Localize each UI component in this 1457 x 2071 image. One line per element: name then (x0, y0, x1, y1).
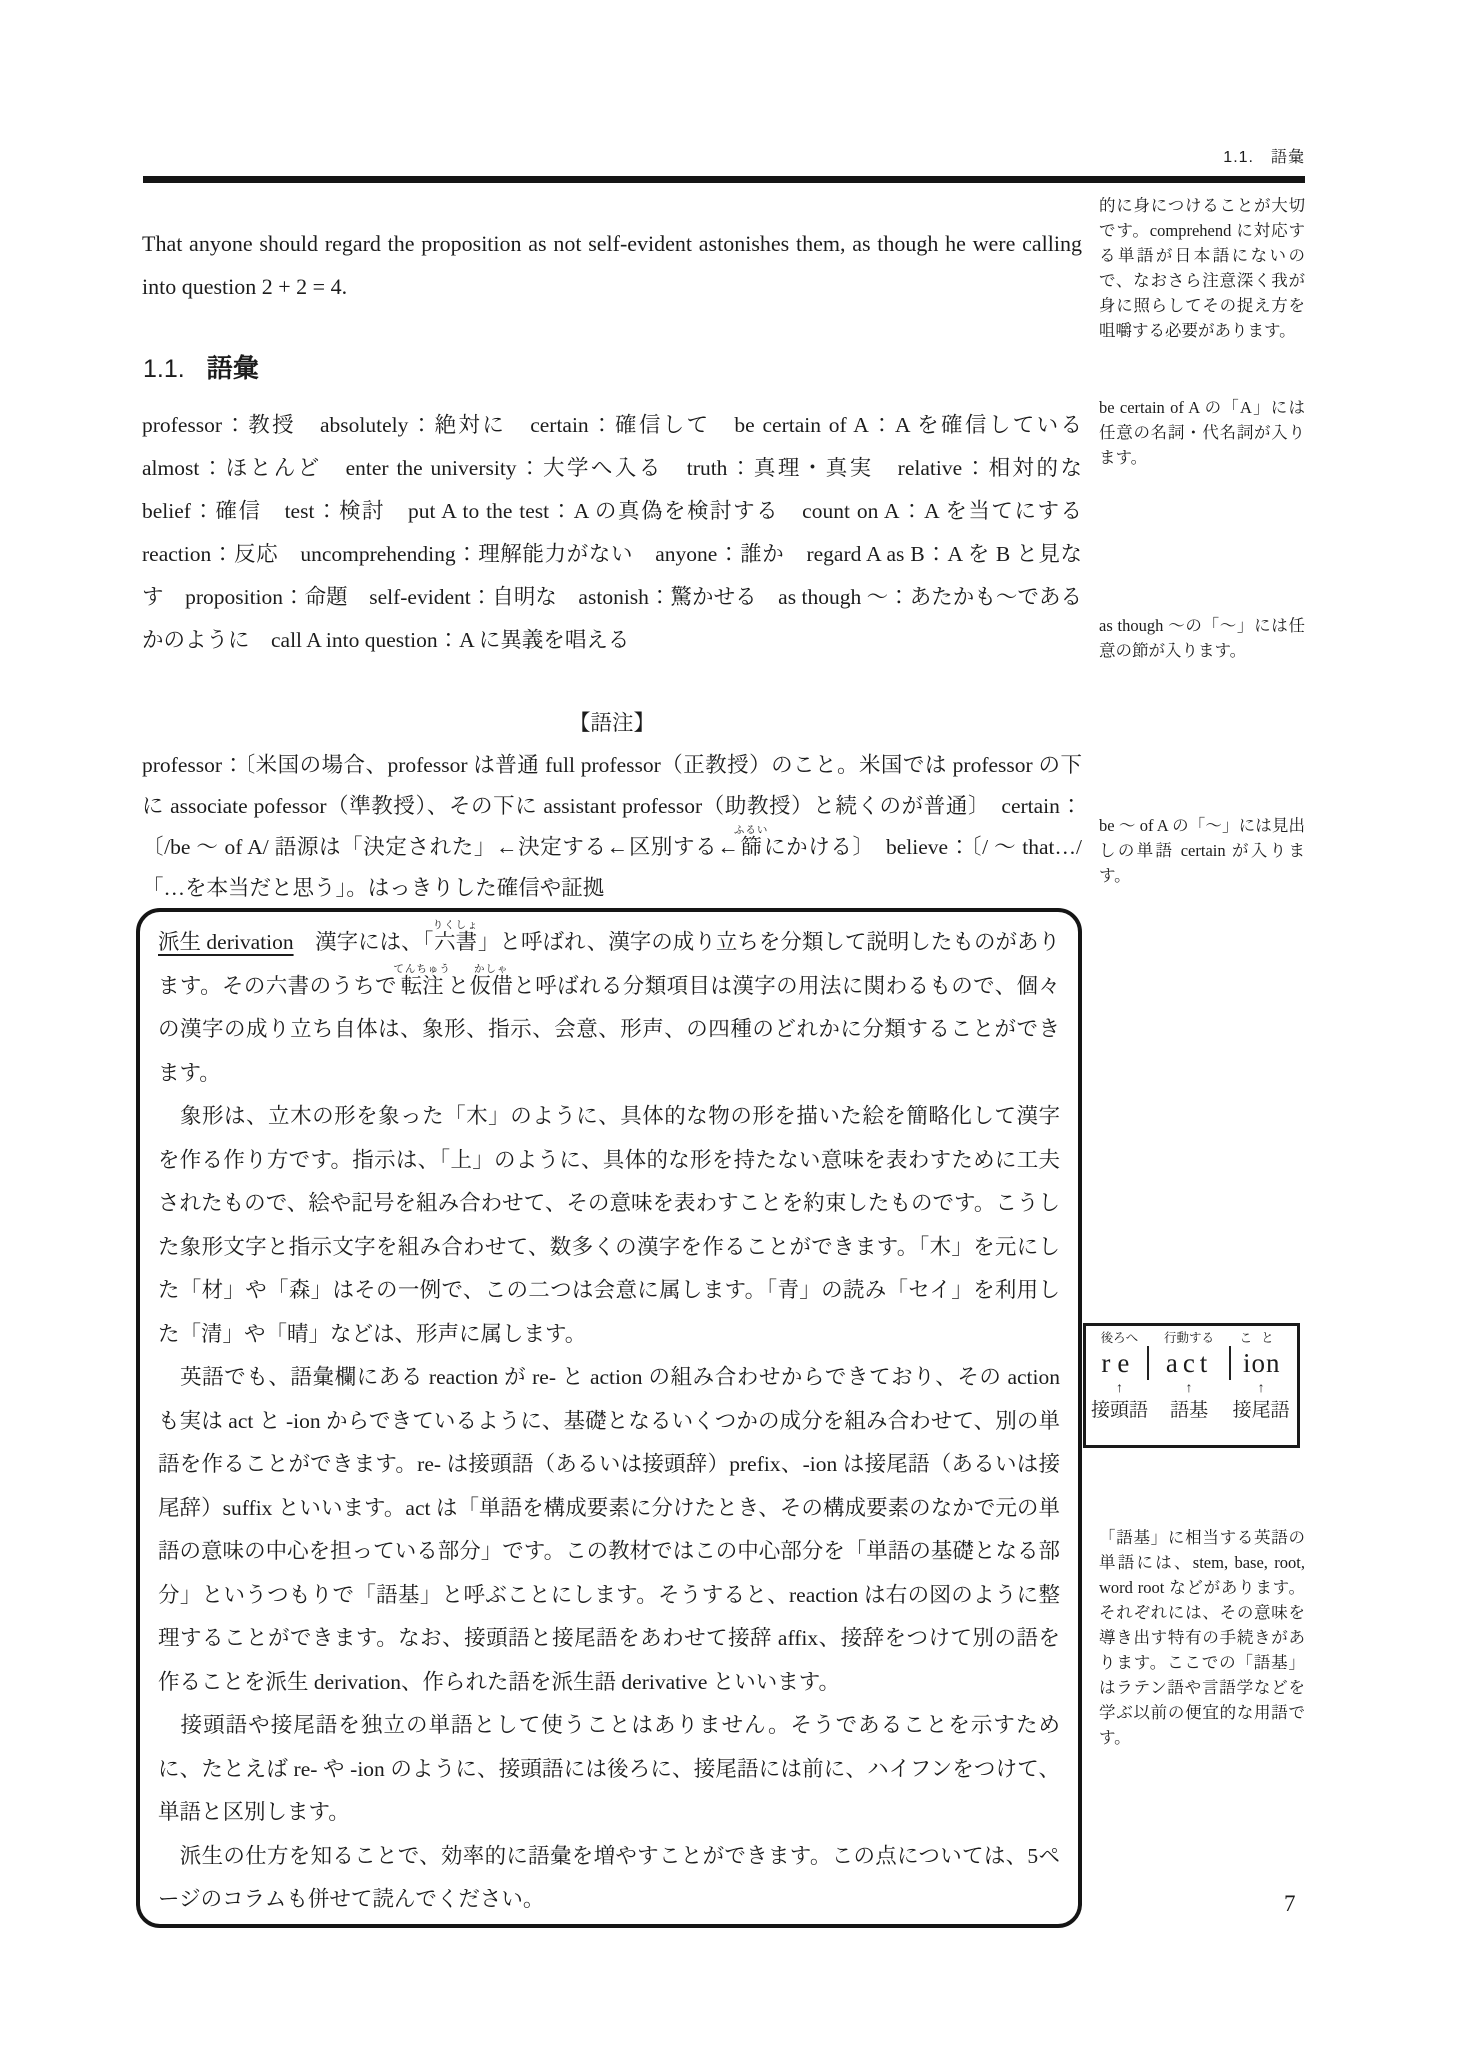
section-heading (143, 348, 259, 385)
diagram-word-row (1091, 1346, 1292, 1380)
box-p1-seg2: 」と呼ばれ、漢字の成り立ちを分類して説明したものがあります。その六書のうちで (158, 930, 1060, 998)
glossary-heading: 【語注】 (568, 711, 655, 735)
diagram-label-row (1091, 1398, 1292, 1424)
section-number: 1.1. (143, 355, 185, 383)
ruby-furui (733, 825, 769, 859)
ruby-tenchu (393, 963, 451, 998)
margin-note-be-certain-of-a: be certain of A の「A」には任意の名詞・代名詞が入ります。 (1099, 398, 1305, 467)
diagram-label-suffix: 接尾語 (1232, 1400, 1290, 1421)
ruby-tenchu-text: てんちゅう (393, 963, 451, 975)
box-lead-term: 派生 derivation (158, 930, 294, 954)
ruby-kasha-text: かしゃ (469, 963, 513, 975)
box-paragraph-1 (158, 920, 1060, 1095)
ruby-rikusho-base: 六書 (432, 930, 479, 954)
box-paragraph-5: 派生の仕方を知ることで、効率的に語彙を増やすことができます。この点については、5ページのコラムも併せて読んでください。 (158, 1843, 1060, 1911)
ruby-furui-text: ふるい (733, 825, 769, 836)
diagram-label-base: 語基 (1170, 1400, 1209, 1421)
diagram-gloss-re: 後ろへ (1100, 1331, 1139, 1345)
diagram-arrow-row (1091, 1380, 1292, 1397)
diagram-part-re: re (1101, 1348, 1137, 1378)
page-number: 7 (1284, 1891, 1296, 1916)
box-p1-seg1: 漢字には、「 (293, 930, 434, 954)
diagram-part-ion: ion (1229, 1346, 1292, 1380)
up-arrow-icon: ↑ (1185, 1381, 1193, 1396)
ruby-kasha-base: 仮借 (469, 973, 514, 998)
ruby-tenchu-base: 転注 (393, 973, 451, 998)
reaction-diagram (1083, 1323, 1300, 1448)
diagram-gloss-act: 行動する (1164, 1331, 1215, 1345)
box-p1-seg3: と (447, 973, 470, 998)
up-arrow-icon: ↑ (1115, 1381, 1123, 1396)
box-p1-seg4: と呼ばれる分類項目は漢字の用法に関わるもので、個々の漢字の成り立ち自体は、象形、指示、会意、形声、の四種のどれかに分類することができます。 (158, 973, 1060, 1085)
margin-note-comprehend: 的に身につけることが大切です。comprehend に対応する単語が日本語にないので、なおさら注意深く我が身に照らしてその捉え方を咀嚼する必要があります。 (1099, 196, 1305, 340)
header-rule (143, 176, 1305, 183)
glossary-seg2: にかける〕 believe：〔/ ～ that…/「…を本当だと思う」。はっきりした確信や証拠 (142, 835, 1082, 900)
box-paragraph-3: 英語でも、語彙欄にある reaction が re- と action の組み合わせからできており、その action も実は act と -ion からできているように、基礎となるいくつかの成分を組み合わせて、別の単語を作ることができます。re- は接頭語（あるいは接頭辞）prefix、-ion は接尾語（あるいは接尾辞）suffix といいます。act は「単語を構成要素に分けたとき、その構成要素のなかで元の単語の意味の中心を担っている部分」です。この教材ではこの中心部分を「単語の基礎となる部分」というつもりで「語基」と呼ぶことにします。そうすると、reaction は右の図のように整理することができます。なお、接頭語と接尾語をあわせて接辞 affix、接辞をつけて別の語を作ることを派生 derivation、作られた語を派生語 derivative といいます。 (158, 1365, 1060, 1694)
ruby-rikusho (432, 920, 479, 954)
vocabulary-list: professor：教授 absolutely：絶対に certain：確信して be certain of A：A を確信している almost：ほとんど enter the university：大学へ入る truth：真理・真実 relative：相対的な belief：確信 test：検討 put A to the test：A の真偽を検討する count on A：A を当てにする reaction：反応 uncomprehending：理解能力がない anyone：誰か regard A as B：A を B と見なす proposition：命題 self-evident：自明な astonish：驚かせる as though ～：あたかも～であるかのように call A into question：A に異義を唱える (142, 413, 1104, 652)
box-paragraph-2: 象形は、立木の形を象った「木」のように、具体的な物の形を描いた絵を簡略化して漢字を作る作り方です。指示は、「上」のように、具体的な形を持たない意味を表わすために工夫されたもので、絵や記号を組み合わせて、その意味を表わすことを約束したものです。こうした象形文字と指示文字を組み合わせて、数多くの漢字を作ることができます。「木」を元にした「材」や「森」はその一例で、この二つは会意に属します。「青」の読み「セイ」を利用した「清」や「晴」などは、形声に属します。 (158, 1104, 1060, 1346)
ruby-furui-base: 篩 (733, 835, 769, 859)
margin-note-goki: 「語基」に相当する英語の単語には、stem, base, root, word root などがあります。それぞれには、その意味を導き出す特有の手続きがあります。ここでの「語基」はラテン語や言語学などを学ぶ以前の便宜的な用語です。 (1099, 1528, 1305, 1747)
box-paragraph-4: 接頭語や接尾語を独立の単語として使うことはありません。そうであることを示すために、たとえば re- や -ion のように、接頭語には後ろに、接尾語には前に、ハイフンをつけて、単語と区別します。 (158, 1713, 1060, 1824)
diagram-gloss-ion: こと (1239, 1331, 1283, 1345)
diagram-gloss-row (1091, 1331, 1292, 1346)
glossary-seg1: professor：〔米国の場合、professor は普通 full professor（正教授）のこと。米国では professor の下に associate pofessor（準教授）、その下に assistant professor（助教授）と続くのが普通〕 certain：〔/be ～ of A/ 語源は「決定された」←決定する←区別する← (142, 753, 1082, 859)
derivation-column-box (136, 908, 1082, 1928)
margin-note-be-of-a: be ～ of A の「～」には見出しの単語 certain が入ります。 (1099, 816, 1305, 885)
running-head: 1.1. 語彙 (1223, 149, 1305, 166)
diagram-part-act: act (1147, 1346, 1230, 1380)
up-arrow-icon: ↑ (1257, 1381, 1265, 1396)
margin-note-as-though: as though ～の「～」には任意の節が入ります。 (1099, 616, 1305, 660)
ruby-rikusho-text: りくしょ (432, 920, 479, 931)
glossary-paragraph (142, 745, 1082, 909)
intro-paragraph: That anyone should regard the proposition as not self-evident astonishes them, as though he were calling into question 2 + 2 = 4. (142, 231, 1082, 299)
section-title: 語彙 (206, 353, 259, 383)
ruby-kasha (469, 963, 514, 998)
diagram-label-prefix: 接頭語 (1091, 1400, 1149, 1421)
